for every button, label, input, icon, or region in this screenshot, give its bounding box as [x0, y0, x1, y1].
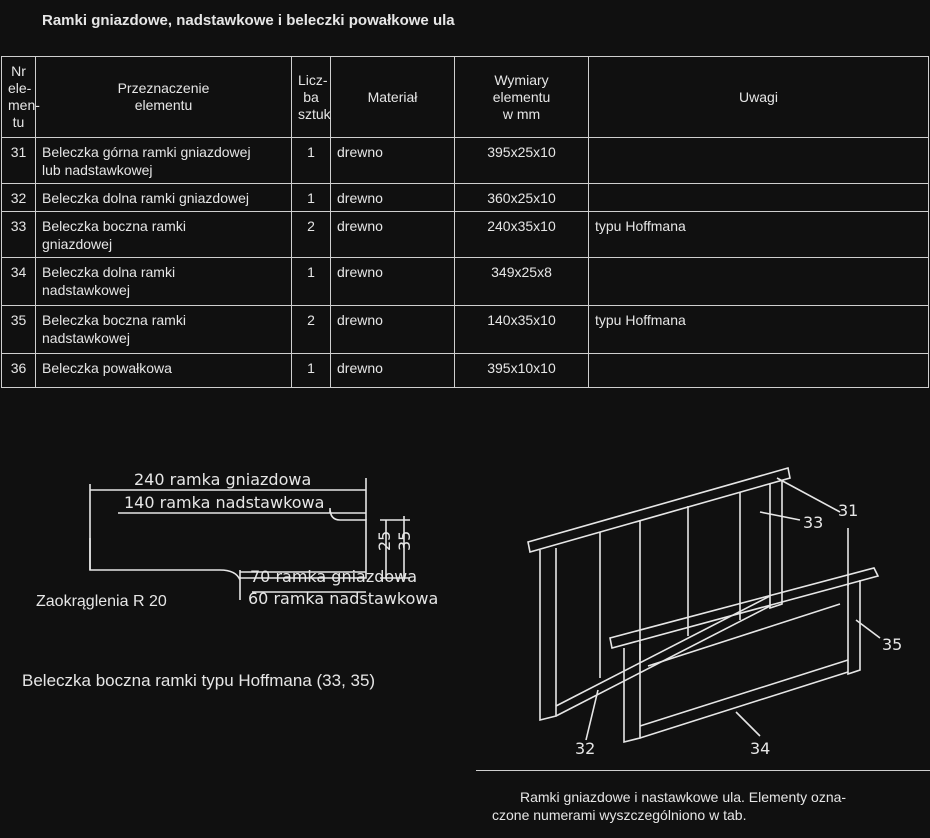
header-nr	[2, 57, 40, 138]
cell-count: 1	[292, 138, 331, 184]
cell-name-line: nadstawkowej	[42, 282, 130, 298]
header-name	[36, 57, 292, 138]
caption-divider	[476, 770, 930, 771]
cell-count: 1	[292, 258, 331, 306]
dim-35: 35	[395, 530, 414, 551]
header-notes	[589, 57, 929, 138]
table-row	[2, 184, 929, 212]
header-text: Uwagi	[739, 88, 778, 105]
header-text: men-	[8, 97, 40, 113]
technical-drawings	[0, 420, 930, 820]
page-title: Ramki gniazdowe, nadstawkowe i beleczki powałkowe ula	[42, 12, 455, 29]
cell-name	[36, 306, 292, 354]
cell-name-line: Beleczka boczna ramki	[42, 312, 186, 328]
table-row	[2, 258, 929, 306]
header-count	[292, 57, 331, 138]
header-text: sztuk	[298, 105, 331, 122]
cell-material: drewno	[331, 138, 455, 184]
cell-count: 1	[292, 354, 331, 388]
table-row	[2, 212, 929, 258]
cell-name-line: gniazdowej	[42, 236, 113, 252]
elements-table	[1, 56, 929, 388]
header-text: Wymiary	[494, 71, 549, 88]
cell-name-line: Beleczka powałkowa	[42, 360, 172, 376]
caption-line: czone numerami wyszczególniono w tab.	[492, 807, 747, 823]
cell-material: drewno	[331, 306, 455, 354]
header-text: Licz-	[298, 71, 328, 88]
cell-name-line: nadstawkowej	[42, 330, 130, 346]
cell-dims: 360x25x10	[455, 184, 589, 212]
cell-name	[36, 354, 292, 388]
table-row	[2, 138, 929, 184]
cell-notes: typu Hoffmana	[589, 212, 929, 258]
cell-name-line: Beleczka dolna ramki	[42, 264, 176, 280]
cell-nr: 31	[2, 138, 36, 184]
cell-material: drewno	[331, 258, 455, 306]
header-text: ba	[303, 88, 319, 105]
header-text: Nr	[11, 63, 26, 79]
dim-240: 240 ramka gniazdowa	[134, 470, 312, 489]
cell-dims: 395x25x10	[455, 138, 589, 184]
label-32: 32	[575, 739, 596, 758]
cell-name-line: Beleczka górna ramki gniazdowej	[42, 144, 251, 160]
cell-nr: 35	[2, 306, 36, 354]
cell-count: 2	[292, 212, 331, 258]
cell-notes	[589, 138, 929, 184]
cell-dims: 240x35x10	[455, 212, 589, 258]
right-figure-caption	[492, 788, 922, 824]
label-31: 31	[838, 501, 859, 520]
cell-notes	[589, 354, 929, 388]
label-35: 35	[882, 635, 903, 654]
label-33: 33	[803, 513, 824, 532]
cell-name-line: Beleczka dolna ramki gniazdowej	[42, 190, 249, 206]
cell-nr: 33	[2, 212, 36, 258]
cell-name	[36, 212, 292, 258]
dim-25: 25	[375, 530, 394, 551]
header-text: ele-	[8, 80, 32, 96]
cell-notes	[589, 258, 929, 306]
dim-140: 140 ramka nadstawkowa	[124, 493, 325, 512]
cell-nr: 32	[2, 184, 36, 212]
cell-nr: 36	[2, 354, 36, 388]
header-text: w mm	[502, 105, 541, 122]
rounding-note: Zaokrąglenia R 20	[36, 593, 167, 610]
header-text: tu	[12, 114, 25, 130]
cell-dims: 395x10x10	[455, 354, 589, 388]
header-text: Przeznaczenie	[117, 80, 210, 96]
cell-material: drewno	[331, 184, 455, 212]
dim-70: 70 ramka gniazdowa	[250, 567, 418, 586]
cell-dims: 349x25x8	[455, 258, 589, 306]
label-34: 34	[750, 739, 771, 758]
cell-dims: 140x35x10	[455, 306, 589, 354]
cell-count: 1	[292, 184, 331, 212]
cell-nr: 34	[2, 258, 36, 306]
cell-name	[36, 258, 292, 306]
frames-isometric-drawing	[528, 468, 880, 742]
header-dims	[455, 57, 589, 138]
cell-name-line: lub nadstawkowej	[42, 162, 153, 178]
header-text: elementu	[492, 88, 551, 105]
cell-notes: typu Hoffmana	[589, 306, 929, 354]
cell-material: drewno	[331, 212, 455, 258]
left-figure-caption: Beleczka boczna ramki typu Hoffmana (33, 35)	[22, 671, 376, 690]
cell-notes	[589, 184, 929, 212]
caption-line: Ramki gniazdowe i nastawkowe ula. Elementy ozna-	[520, 789, 847, 805]
cell-count: 2	[292, 306, 331, 354]
dim-60: 60 ramka nadstawkowa	[248, 589, 439, 608]
header-text: elementu	[134, 97, 193, 113]
header-material	[331, 57, 455, 138]
cell-material: drewno	[331, 354, 455, 388]
header-text: Materiał	[367, 88, 418, 105]
cell-name	[36, 184, 292, 212]
table-row	[2, 354, 929, 388]
cell-name-line: Beleczka boczna ramki	[42, 218, 186, 234]
table-header-row	[2, 57, 929, 138]
cell-name	[36, 138, 292, 184]
table-row	[2, 306, 929, 354]
